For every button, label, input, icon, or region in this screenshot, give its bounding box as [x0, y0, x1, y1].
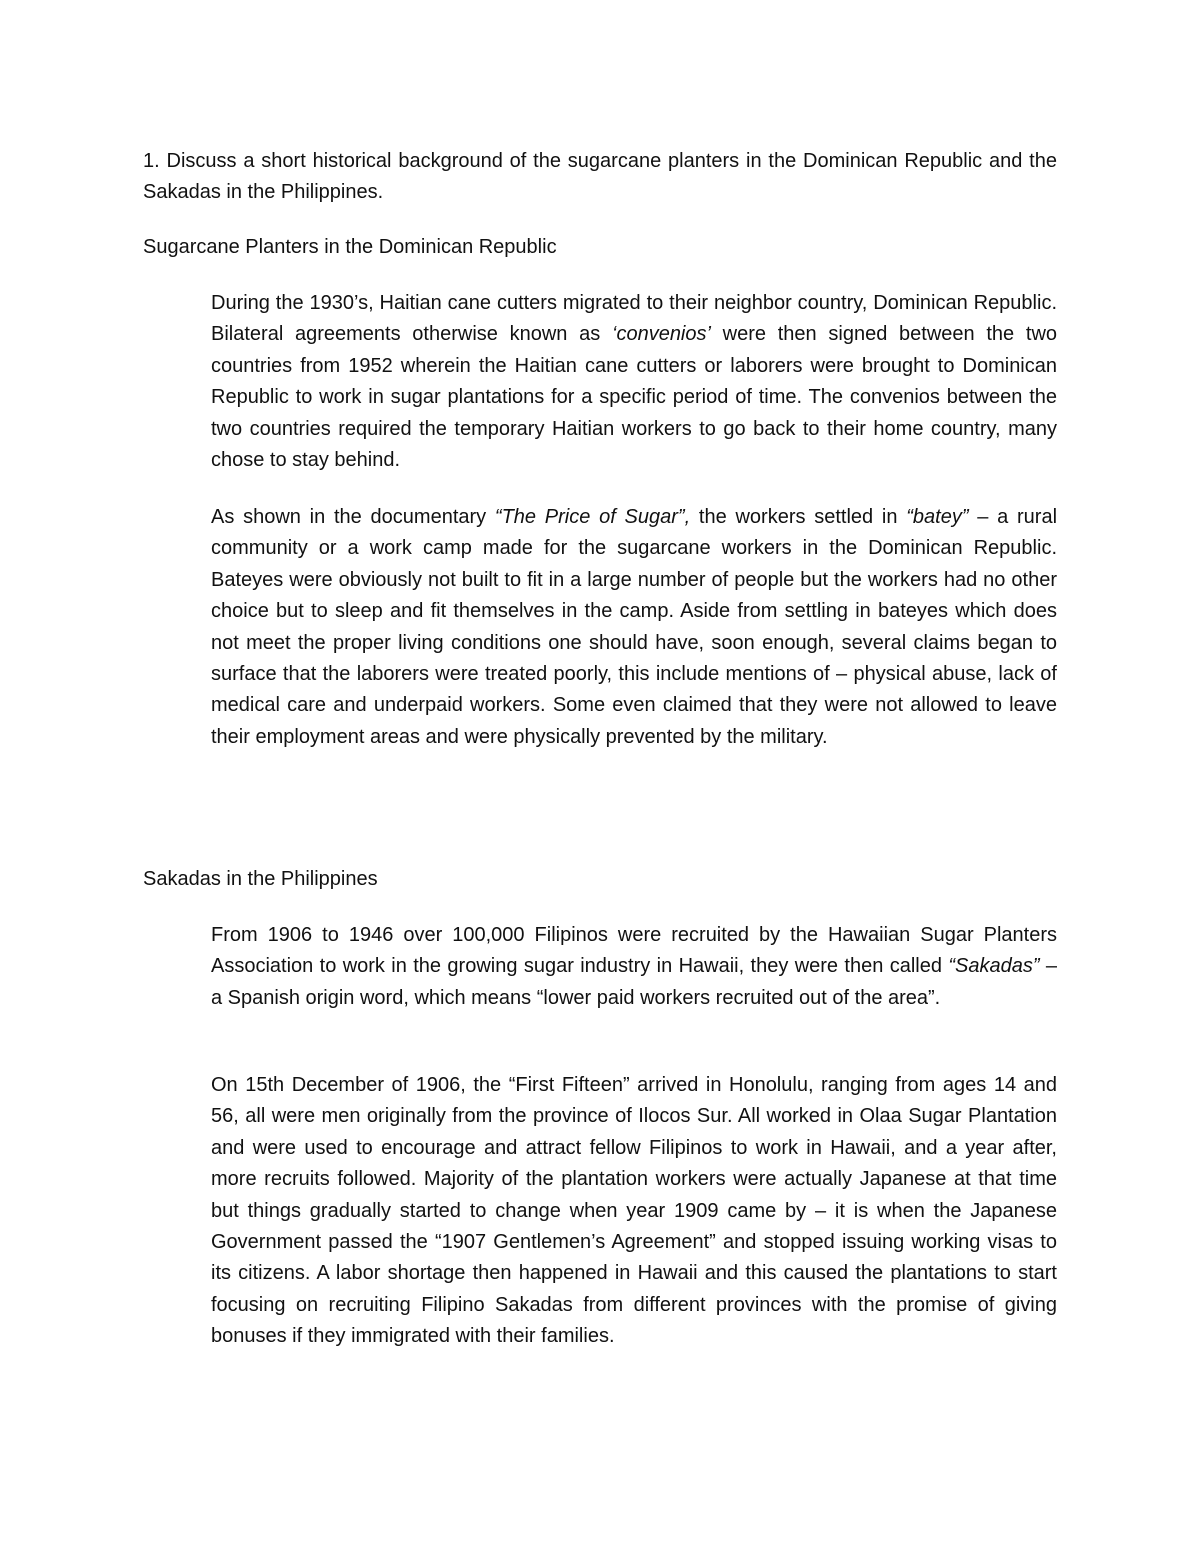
paragraph-text: From 1906 to 1946 over 100,000 Filipinos were recruited by the Hawaiian Sugar Planters Association to work in the growing sugar industry in Hawaii, they were then called [211, 924, 1057, 978]
paragraph-batey [211, 502, 1057, 753]
paragraph-text: – a Spanish origin word, which means “lower paid workers recruited out of the area”. [211, 955, 1057, 1009]
paragraph-text: the workers settled in [690, 506, 907, 528]
paragraph-text: were then signed between the two countries from 1952 wherein the Haitian cane cutters or laborers were brought to Dominican Republic to work in sugar plantations for a specific period of time. The convenios between the two countries required the temporary Haitian workers to go back to their home country, many chose to stay behind. [211, 323, 1058, 472]
paragraph-convenios [211, 288, 1057, 476]
italic-term: “batey” [906, 506, 969, 528]
section-heading-sakadas: Sakadas in the Philippines [143, 868, 378, 890]
section-heading-dominican: Sugarcane Planters in the Dominican Republic [143, 236, 557, 258]
paragraph-first-fifteen: On 15th December of 1906, the “First Fifteen” arrived in Honolulu, ranging from ages 14 and 56, all were men originally from the province of Ilocos Sur. All worked in Olaa Sugar Plantation and were used to encourage and attract fellow Filipinos to work in Hawaii, and a year after, more recruits followed. Majority of the plantation workers were actually Japanese at that time but things gradually started to change when year 1909 came by – it is when the Japanese Government passed the “1907 Gentlemen’s Agreement” and stopped issuing working visas to its citizens. A labor shortage then happened in Hawaii and this caused the plantations to start focusing on recruiting Filipino Sakadas from different provinces with the promise of giving bonuses if they immigrated with their families. [211, 1074, 1057, 1348]
paragraph-text: As shown in the documentary [211, 506, 495, 528]
italic-term: ‘convenios’ [612, 323, 711, 346]
paragraph-text: – a rural community or a work camp made for the sugarcane workers in the Dominican Republic. Bateyes were obviously not built to fit in a large number of people but the workers had no other choice but to sleep and fit themselves in the camp. Aside from settling in bateyes which does not meet the proper living conditions one should have, soon enough, several claims began to surface that the laborers were treated poorly, this include mentions of – physical abuse, lack of medical care and underpaid workers. Some even claimed that they were not allowed to leave their employment areas and were physically prevented by the military. [211, 506, 1058, 748]
question-text: 1. Discuss a short historical background of the sugarcane planters in the Dominican Republic and the Sakadas in the Philippines. [143, 150, 1057, 203]
italic-term: “Sakadas” [948, 955, 1040, 978]
paragraph-text: During the 1930’s, Haitian cane cutters migrated to their neighbor country, Dominican Republic. Bilateral agreements otherwise known as [211, 292, 1057, 346]
italic-title: “The Price of Sugar”, [494, 506, 691, 528]
paragraph-recruitment [211, 920, 1057, 1014]
